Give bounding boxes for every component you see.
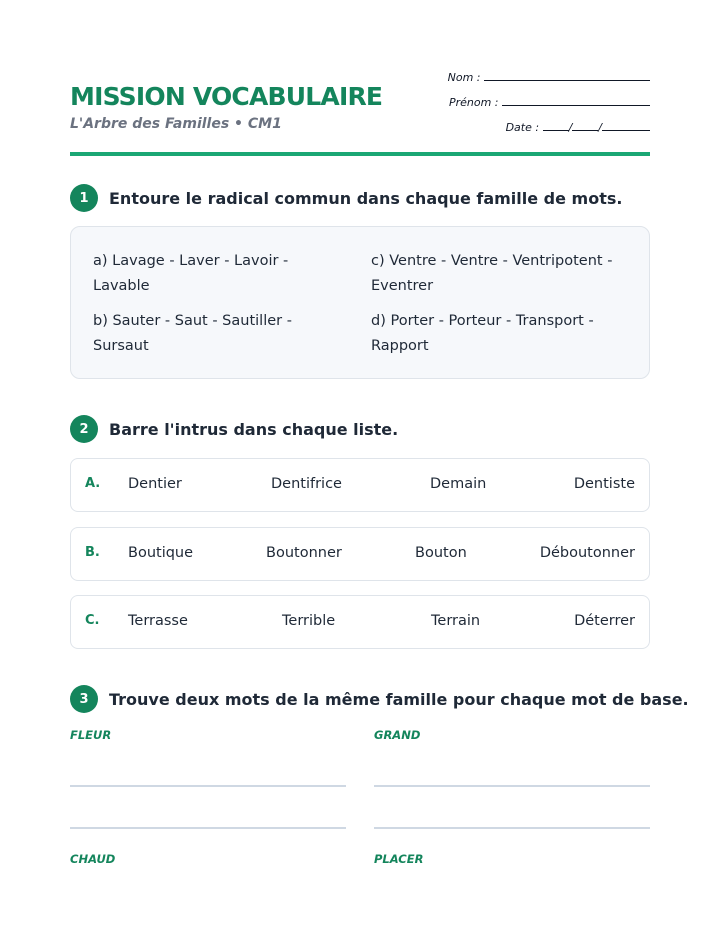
word-families-box — [70, 226, 650, 379]
date-month-blank[interactable] — [572, 120, 598, 131]
word-item[interactable]: Dentifrice — [271, 476, 342, 492]
worksheet-title: MISSION VOCABULAIRE — [70, 82, 383, 111]
word-item[interactable]: Demain — [430, 476, 487, 492]
exercise-number-badge: 2 — [70, 415, 98, 443]
nom-label: Nom : — [447, 71, 481, 84]
word-item[interactable]: Déboutonner — [539, 545, 635, 561]
exercise-2-heading — [70, 414, 650, 444]
word-family-d[interactable]: d) Porter - Porteur - Transport - Rapport — [371, 313, 594, 354]
exercise-2-instruction: Barre l'intrus dans chaque liste. — [109, 419, 399, 439]
word-family-c[interactable]: c) Ventre - Ventre - Ventripotent - Eventrer — [371, 253, 613, 294]
answer-line[interactable] — [70, 827, 346, 829]
nom-field[interactable] — [448, 70, 650, 95]
base-word-fleur: FLEUR — [70, 728, 112, 742]
word-family-b[interactable]: b) Sauter - Saut - Sautiller - Sursaut — [93, 313, 292, 354]
base-word-placer: PLACER — [374, 852, 424, 866]
exercise-number-badge: 3 — [70, 685, 98, 713]
base-word-chaud: CHAUD — [70, 852, 116, 866]
prenom-field[interactable] — [448, 95, 650, 120]
worksheet-subtitle: L'Arbre des Familles • CM1 — [70, 116, 282, 132]
word-item[interactable]: Bouton — [415, 545, 467, 561]
worksheet-header — [70, 60, 650, 156]
date-day-blank[interactable] — [543, 120, 569, 131]
nom-blank[interactable] — [484, 70, 650, 81]
date-separator: / — [568, 121, 573, 134]
row-label: B. — [85, 545, 100, 560]
word-item[interactable]: Terrain — [431, 613, 481, 629]
exercise-1-heading — [70, 183, 650, 213]
word-item[interactable]: Terrasse — [128, 613, 188, 629]
word-family-a[interactable]: a) Lavage - Laver - Lavoir - Lavable — [93, 253, 289, 294]
exercise-3-instruction: Trouve deux mots de la même famille pour chaque mot de base. — [109, 689, 689, 709]
date-separator: / — [598, 121, 602, 134]
word-item[interactable]: Dentier — [128, 476, 182, 492]
answer-line[interactable] — [70, 785, 346, 787]
word-item[interactable]: Dentiste — [573, 476, 635, 492]
intrus-row-a — [70, 458, 650, 512]
answer-line[interactable] — [374, 785, 650, 787]
student-id-fields — [448, 70, 650, 145]
date-year-blank[interactable] — [602, 120, 650, 131]
word-item[interactable]: Terrible — [282, 613, 336, 629]
exercise-3-heading — [70, 684, 689, 714]
answer-line[interactable] — [374, 827, 650, 829]
exercise-number-badge: 1 — [70, 184, 98, 212]
date-field[interactable] — [448, 120, 650, 145]
prenom-blank[interactable] — [502, 95, 650, 106]
intrus-row-b — [70, 527, 650, 581]
prenom-label: Prénom : — [448, 96, 499, 109]
intrus-row-c — [70, 595, 650, 649]
row-label: A. — [85, 476, 101, 491]
date-label: Date : — [505, 121, 540, 134]
row-label: C. — [85, 613, 100, 628]
word-item[interactable]: Déterrer — [574, 613, 635, 629]
word-item[interactable]: Boutonner — [266, 545, 342, 561]
exercise-1-instruction: Entoure le radical commun dans chaque famille de mots. — [109, 188, 623, 208]
base-word-grand: GRAND — [374, 728, 421, 742]
word-item[interactable]: Boutique — [128, 545, 194, 561]
